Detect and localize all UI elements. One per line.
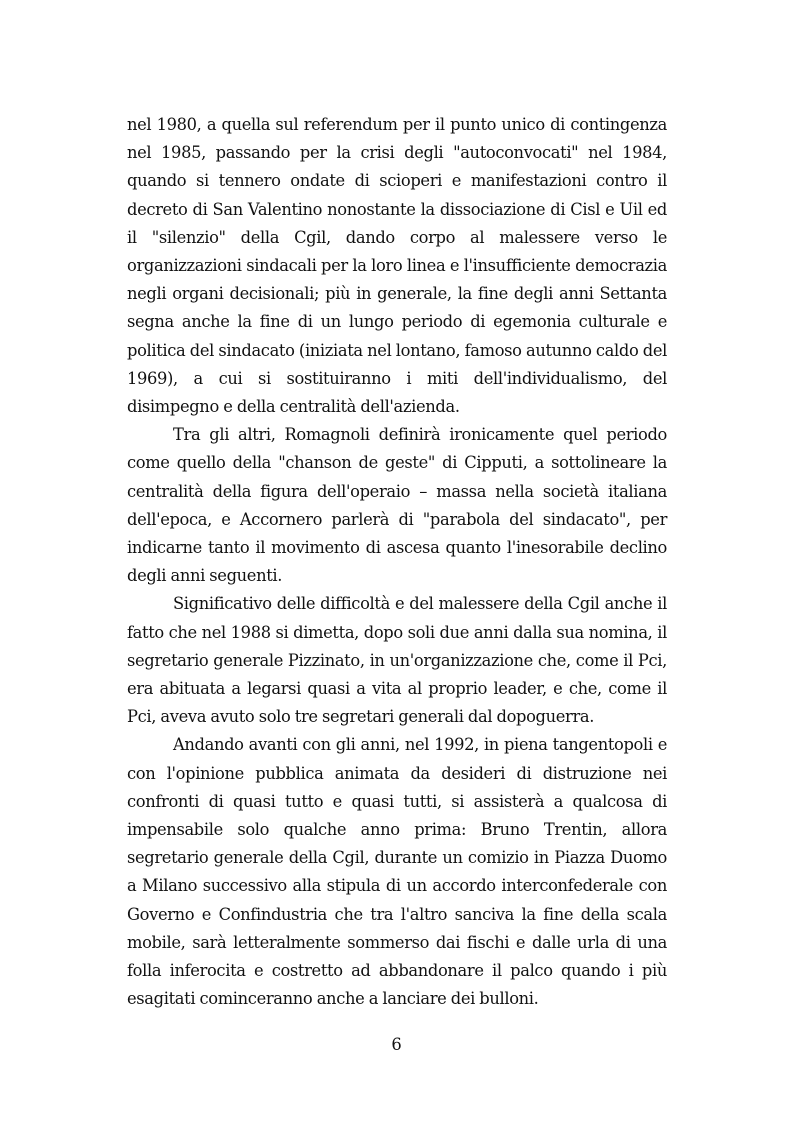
paragraph-trentin: Andando avanti con gli anni, nel 1992, in piena tangentopoli e con l'opinione pubblica animata da desideri di distruzione nei confronti di quasi tutto e quasi tutti, si assisterà a qualcosa di impensabile solo qualche anno prima: Bruno Trentin, allora segretario generale della Cgil, durante un comizio in Piazza Duomo a Milano successivo alla stipula di un accordo interconfederale con Governo e Confindustria che tra l'altro sanciva la fine della scala mobile, sarà letteralmente sommerso dai fischi e dalle urla di una folla inferocita e costretto ad abbandonare il palco quando i più esagitati cominceranno anche a lanciare dei bulloni. [127, 735, 667, 1009]
paragraph-continuation: nel 1980, a quella sul referendum per il punto unico di contingenza nel 1985, passando per la crisi degli "autoconvocati" nel 1984, quando si tennero ondate di scioperi e manifestazioni contro il decreto di San Valentino nonostante la dissociazione di Cisl e Uil ed il "silenzio" della Cgil, dando corpo al malessere verso le organizzazioni sindacali per la loro linea e l'insufficiente democrazia negli organi decisionali; più in generale, la fine degli anni Settanta segna anche la fine di un lungo periodo di egemonia culturale e politica del sindacato (iniziata nel lontano, famoso autunno caldo del 1969), a cui si sostituiranno i miti dell'individualismo, del disimpegno e della centralità dell'azienda. [127, 115, 667, 417]
paragraph-romagnoli: Tra gli altri, Romagnoli definirà ironicamente quel periodo come quello della "chanson de geste" di Cipputi, a sottolineare la centralità della figura dell'operaio – massa nella società italiana dell'epoca, e Accornero parlerà di "parabola del sindacato", per indicarne tanto il movimento di ascesa quanto l'inesorabile declino degli anni seguenti. [127, 425, 667, 586]
paragraph-pizzinato: Significativo delle difficoltà e del malessere della Cgil anche il fatto che nel 1988 si dimetta, dopo soli due anni dalla sua nomina, il segretario generale Pizzinato, in un'organizzazione che, come il Pci, era abituata a legarsi quasi a vita al proprio leader, e che, come il Pci, aveva avuto solo tre segretari generali dal dopoguerra. [127, 594, 667, 727]
page-number: 6 [391, 1035, 402, 1054]
body-text [127, 111, 667, 1014]
